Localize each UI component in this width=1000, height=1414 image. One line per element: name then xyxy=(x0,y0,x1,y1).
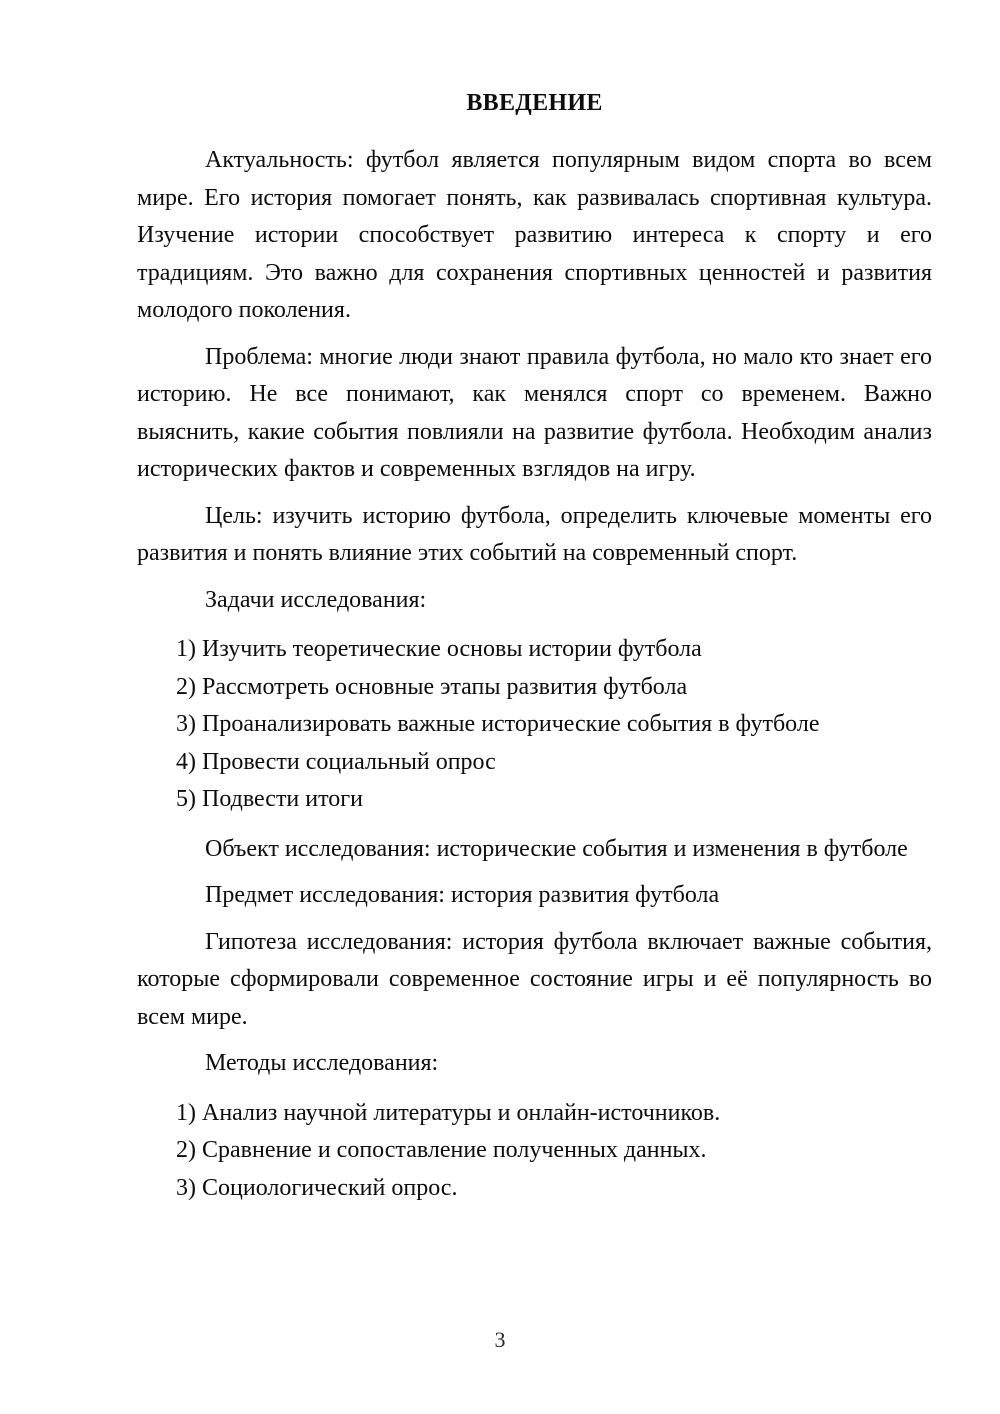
paragraph-spacer xyxy=(137,330,932,339)
list-item-marker: 2) xyxy=(176,1137,202,1163)
list-spacer xyxy=(137,619,932,631)
tasks-list xyxy=(137,631,932,819)
list-item-marker: 3) xyxy=(176,1174,202,1201)
paragraph-goal: Цель: изучить историю футбола, определить ключевые моменты его развития и понять влияние этих событий на современный спорт. xyxy=(137,502,932,566)
list-item-marker: 5) xyxy=(176,786,202,812)
list-item xyxy=(137,781,932,819)
list-item-marker: 3) xyxy=(176,711,202,737)
paragraph-hypothesis: Гипотеза исследования: история футбола включает важные события, которые сформировали современное состояние игры и её популярность во всем мире. xyxy=(137,928,932,1030)
list-item-marker: 2) xyxy=(176,673,202,700)
list-item-label: Социологический опрос. xyxy=(202,1174,458,1201)
list-item-label: Провести социальный опрос xyxy=(202,748,496,775)
paragraph-spacer xyxy=(137,573,932,582)
list-item-marker: 1) xyxy=(176,636,202,662)
paragraph-spacer xyxy=(137,868,932,877)
list-item-label: Сравнение и сопоставление полученных данных. xyxy=(202,1137,707,1163)
list-item-label: Проанализировать важные исторические события в футболе xyxy=(202,711,820,737)
list-item xyxy=(137,1095,932,1133)
list-item-label: Подвести итоги xyxy=(202,786,363,812)
paragraph-object: Объект исследования: исторические события и изменения в футболе xyxy=(205,835,908,862)
list-item xyxy=(137,631,932,669)
list-item xyxy=(137,1132,932,1170)
paragraph-spacer xyxy=(137,1036,932,1045)
page-content xyxy=(137,0,932,1207)
methods-label: Методы исследования: xyxy=(205,1050,439,1076)
list-item xyxy=(137,669,932,707)
list-item xyxy=(137,706,932,744)
list-item-marker: 4) xyxy=(176,748,202,775)
list-item-label: Рассмотреть основные этапы развития футбола xyxy=(202,673,688,700)
list-item-label: Анализ научной литературы и онлайн-источников. xyxy=(202,1099,721,1126)
list-item xyxy=(137,744,932,782)
list-item-marker: 1) xyxy=(176,1099,202,1126)
list-spacer xyxy=(137,1083,932,1095)
tasks-label: Задачи исследования: xyxy=(205,586,427,613)
paragraph-spacer xyxy=(137,915,932,924)
paragraph-relevance: Актуальность: футбол является популярным видом спорта во всем мире. Его история помогает понять, как развивалась спортивная культура. Изучение истории способствует развитию интереса к спорту и его традициям. Это важно для сохранения спортивных ценностей и развития молодого поколения. xyxy=(137,147,932,323)
paragraph-subject: Предмет исследования: история развития футбола xyxy=(205,882,720,908)
list-item xyxy=(137,1170,932,1208)
page-title: ВВЕДЕНИЕ xyxy=(466,90,603,116)
list-item-label: Изучить теоретические основы истории футбола xyxy=(202,636,702,662)
methods-list xyxy=(137,1095,932,1208)
paragraph-problem: Проблема: многие люди знают правила футбола, но мало кто знает его историю. Не все понимают, как менялся спорт со временем. Важно выяснить, какие события повлияли на развитие футбола. Необходим анализ исторических фактов и современных взглядов на игру. xyxy=(137,343,932,482)
list-spacer xyxy=(137,819,932,831)
page-number: 3 xyxy=(494,1327,506,1352)
paragraph-spacer xyxy=(137,489,932,498)
